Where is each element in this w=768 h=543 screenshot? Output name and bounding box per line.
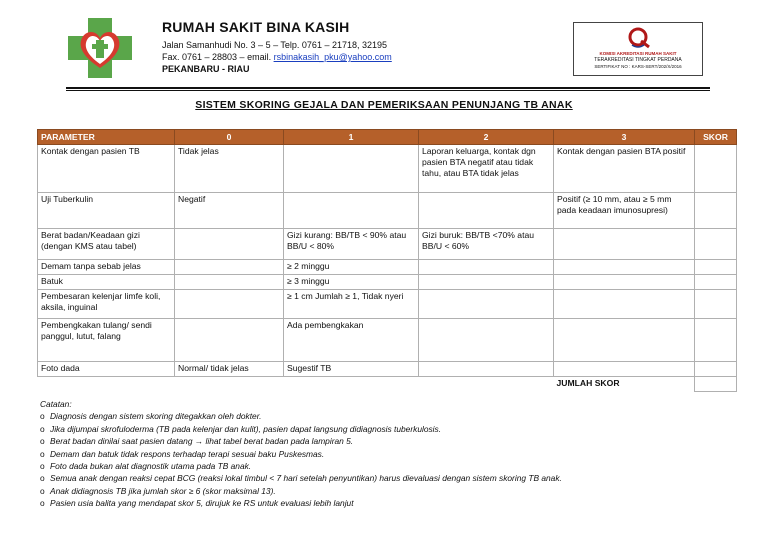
scoring-table: [37, 129, 737, 392]
total-row: [38, 377, 737, 392]
cell-score-3: [554, 260, 695, 275]
cell-score-1: Sugestif TB: [284, 362, 419, 377]
cell-parameter: Batuk: [38, 275, 175, 290]
cell-score-1: Gizi kurang: BB/TB < 90% atau BB/U < 80%: [284, 229, 419, 260]
hospital-logo: [68, 18, 132, 78]
header-divider-thin: [66, 90, 710, 91]
cell-skor[interactable]: [695, 260, 737, 275]
cell-skor[interactable]: [695, 193, 737, 229]
list-item: [40, 435, 562, 447]
cell-score-3: [554, 319, 695, 362]
table-row: [38, 193, 737, 229]
cell-score-0: [175, 275, 284, 290]
note-text: Jika dijumpai skrofuloderma (TB pada kelenjar dan kulit), pasien dapat langsung didiagnosis tuberkulosis.: [50, 423, 442, 434]
cell-score-3: [554, 275, 695, 290]
cell-skor[interactable]: [695, 319, 737, 362]
hospital-address: Jalan Samanhudi No. 3 – 5 – Telp. 0761 – 21718, 32195: [162, 40, 388, 50]
kars-logo-icon: [574, 27, 702, 49]
note-text: Pasien usia balita yang mendapat skor 5, dirujuk ke RS untuk evaluasi lebih lanjut: [50, 498, 354, 509]
list-item: [40, 410, 562, 422]
total-label: JUMLAH SKOR: [556, 378, 620, 388]
list-item: [40, 423, 562, 435]
cell-score-0: [175, 260, 284, 275]
bullet-icon: o: [40, 498, 45, 509]
fax-text: Fax. 0761 – 28803 – email.: [162, 52, 274, 62]
cell-score-0: Normal/ tidak jelas: [175, 362, 284, 377]
cell-score-2: [419, 193, 554, 229]
cell-skor[interactable]: [695, 229, 737, 260]
notes-section: [40, 398, 562, 510]
col-header-parameter: PARAMETER: [38, 130, 175, 145]
col-header-score-1: 1: [284, 130, 419, 145]
cell-score-2: [419, 275, 554, 290]
cell-parameter: Pembengkakan tulang/ sendi panggul, lutut, falang: [38, 319, 175, 362]
table-row: [38, 362, 737, 377]
cell-score-1: ≥ 2 minggu: [284, 260, 419, 275]
notes-list: [40, 410, 562, 509]
cell-score-2: [419, 290, 554, 319]
bullet-icon: o: [40, 436, 45, 447]
table-row: [38, 229, 737, 260]
col-header-score-2: 2: [419, 130, 554, 145]
table-row: [38, 319, 737, 362]
list-item: [40, 472, 562, 484]
note-text: Diagnosis dengan sistem skoring ditegakkan oleh dokter.: [50, 411, 262, 422]
cell-skor[interactable]: [695, 290, 737, 319]
cell-score-3: [554, 290, 695, 319]
table-row: [38, 145, 737, 193]
cell-parameter: Demam tanpa sebab jelas: [38, 260, 175, 275]
cell-parameter: Uji Tuberkulin: [38, 193, 175, 229]
list-item: [40, 485, 562, 497]
note-text: Anak didiagnosis TB jika jumlah skor ≥ 6 (skor maksimal 13).: [50, 485, 276, 496]
cell-score-0: [175, 229, 284, 260]
cell-parameter: Foto dada: [38, 362, 175, 377]
bullet-icon: o: [40, 448, 45, 459]
cell-score-1: ≥ 3 minggu: [284, 275, 419, 290]
accreditation-level: TERAKREDITASI TINGKAT PERDANA: [594, 57, 682, 63]
col-header-score-3: 3: [554, 130, 695, 145]
cell-score-0: Tidak jelas: [175, 145, 284, 193]
cell-score-3: [554, 229, 695, 260]
cell-score-2: Gizi buruk: BB/TB <70% atau BB/U < 60%: [419, 229, 554, 260]
cell-score-3: [554, 362, 695, 377]
accreditation-badge: [573, 22, 703, 76]
hospital-name: RUMAH SAKIT BINA KASIH: [162, 19, 350, 35]
cell-score-0: Negatif: [175, 193, 284, 229]
cell-score-1: ≥ 1 cm Jumlah ≥ 1, Tidak nyeri: [284, 290, 419, 319]
note-text: Foto dada bukan alat diagnostik utama pada TB anak.: [50, 461, 252, 472]
note-text: Demam dan batuk tidak respons terhadap terapi sesuai baku Puskesmas.: [50, 448, 325, 459]
cell-score-2: [419, 260, 554, 275]
table-header-row: [38, 130, 737, 145]
list-item: [40, 448, 562, 460]
bullet-icon: o: [40, 411, 45, 422]
cell-parameter: Pembesaran kelenjar limfe koli, aksila, inguinal: [38, 290, 175, 319]
cell-skor[interactable]: [695, 145, 737, 193]
bullet-icon: o: [40, 485, 45, 496]
total-score-cell[interactable]: [695, 377, 737, 392]
bullet-icon: o: [40, 473, 45, 484]
email-link[interactable]: rsbinakasih_pku@yahoo.com: [273, 52, 392, 62]
cell-score-2: Laporan keluarga, kontak dgn pasien BTA negatif atau tidak tahu, atau BTA tidak jelas: [419, 145, 554, 193]
header-divider: [66, 87, 710, 89]
cell-score-1: [284, 145, 419, 193]
table-row: [38, 290, 737, 319]
total-spacer: [38, 377, 554, 392]
notes-heading: Catatan:: [40, 399, 72, 409]
cell-score-0: [175, 290, 284, 319]
cell-score-3: Kontak dengan pasien BTA positif: [554, 145, 695, 193]
cell-skor[interactable]: [695, 275, 737, 290]
table-row: [38, 275, 737, 290]
cell-score-2: [419, 362, 554, 377]
hospital-city: PEKANBARU - RIAU: [162, 64, 250, 74]
note-text: Berat badan dinilai saat pasien datang → lihat tabel berat badan pada lampiran 5.: [50, 436, 354, 447]
cell-score-2: [419, 319, 554, 362]
bullet-icon: o: [40, 461, 45, 472]
document-title: SISTEM SKORING GEJALA DAN PEMERIKSAAN PENUNJANG TB ANAK: [195, 99, 573, 111]
cell-score-1: Ada pembengkakan: [284, 319, 419, 362]
cell-skor[interactable]: [695, 362, 737, 377]
note-text: Semua anak dengan reaksi cepat BCG (reaksi lokal timbul < 7 hari setelah penyuntikan) harus dievaluasi dengan sistem skoring TB anak.: [50, 473, 562, 484]
list-item: [40, 497, 562, 509]
table-row: [38, 260, 737, 275]
accreditation-commission: KOMISI AKREDITASI RUMAH SAKIT: [599, 51, 677, 56]
hospital-contact: [162, 52, 392, 63]
accreditation-certificate: SERTIFIKAT NO : KARS-SERT/202/X/2016: [594, 64, 682, 69]
cell-score-1: [284, 193, 419, 229]
cell-score-0: [175, 319, 284, 362]
bullet-icon: o: [40, 423, 45, 434]
cell-parameter: Kontak dengan pasien TB: [38, 145, 175, 193]
list-item: [40, 460, 562, 472]
cell-score-3: Positif (≥ 10 mm, atau ≥ 5 mm pada keadaan imunosupresi): [554, 193, 695, 229]
cell-parameter: Berat badan/Keadaan gizi (dengan KMS atau tabel): [38, 229, 175, 260]
col-header-score-0: 0: [175, 130, 284, 145]
col-header-skor: SKOR: [695, 130, 737, 145]
